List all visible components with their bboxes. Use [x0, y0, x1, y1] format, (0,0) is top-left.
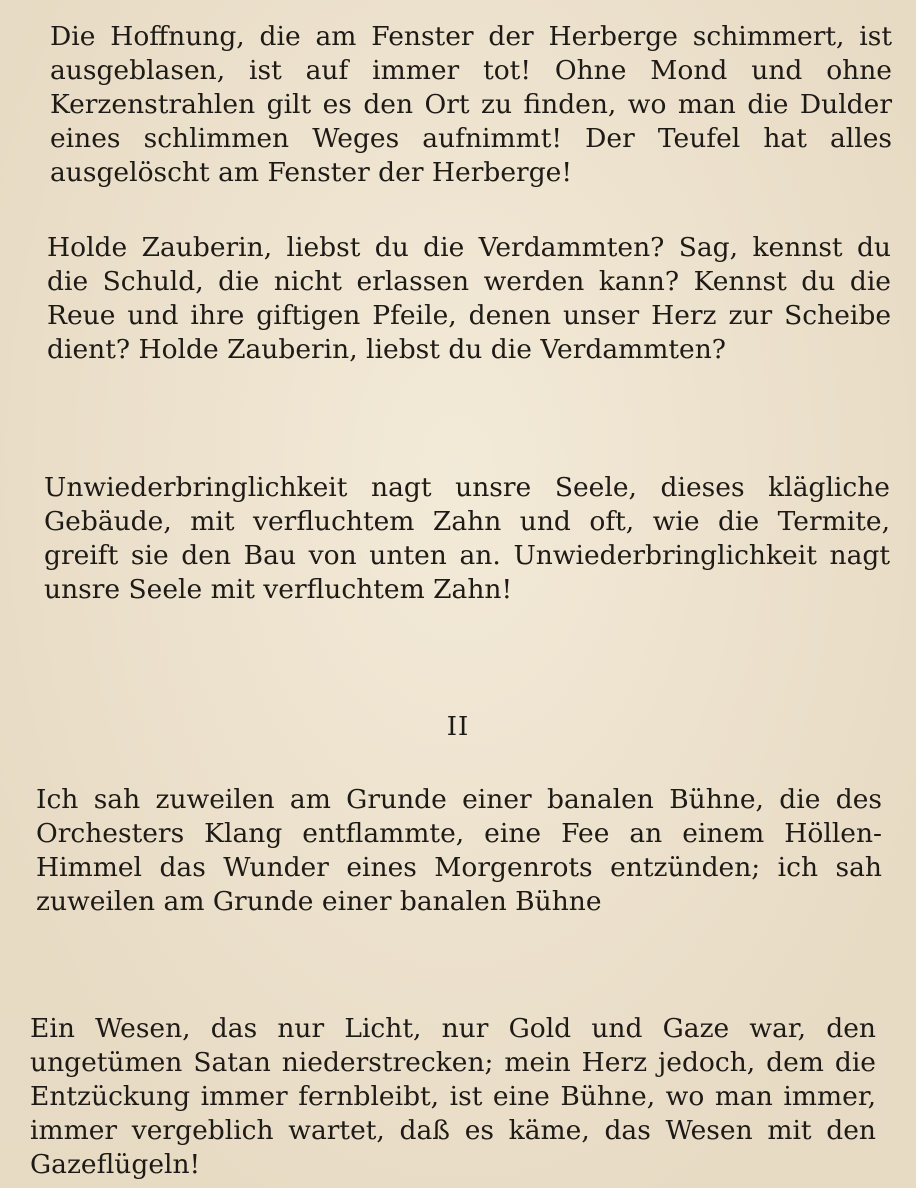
paragraph-unwiederbringlichkeit: Unwiederbringlichkeit nagt unsre Seele, dieses klägliche Gebäude, mit verfluchtem Zahn und oft, wie die Termite, greift sie den Bau von unten an. Unwiederbringlichkeit nagt unsre Seele mit verfluchtem Zahn!: [44, 472, 890, 605]
paragraph-herberge: Die Hoffnung, die am Fenster der Herberge schimmert, ist ausgeblasen, ist auf immer tot! Ohne Mond und ohne Kerzenstrahlen gilt es den Ort zu finden, wo man die Dulder eines schlimmen Weges aufnimmt! Der Teufel hat alles ausgelöscht am Fenster der Herberge!: [50, 21, 892, 188]
paragraph-zauberin: Holde Zauberin, liebst du die Verdammten? Sag, kennst du die Schuld, die nicht erlassen werden kann? Kennst du die Reue und ihre giftigen Pfeile, denen unser Herz zur Scheibe dient? Holde Zauberin, liebst du die Verdammten?: [47, 232, 891, 365]
paragraph-wesen: Ein Wesen, das nur Licht, nur Gold und Gaze war, den ungetümen Satan niederstrecken; mein Herz jedoch, dem die Entzückung immer fernbleibt, ist eine Bühne, wo man immer, immer vergeblich wartet, daß es käme, das Wesen mit den Gazeflügeln!: [30, 1013, 876, 1180]
section-heading: II: [446, 712, 470, 742]
paragraph-buehne: Ich sah zuweilen am Grunde einer banalen Bühne, die des Orchesters Klang entflammte, eine Fee an einem Höllen-Himmel das Wunder eines Morgenrots entzünden; ich sah zuweilen am Grunde einer banalen Bühne: [36, 784, 882, 917]
